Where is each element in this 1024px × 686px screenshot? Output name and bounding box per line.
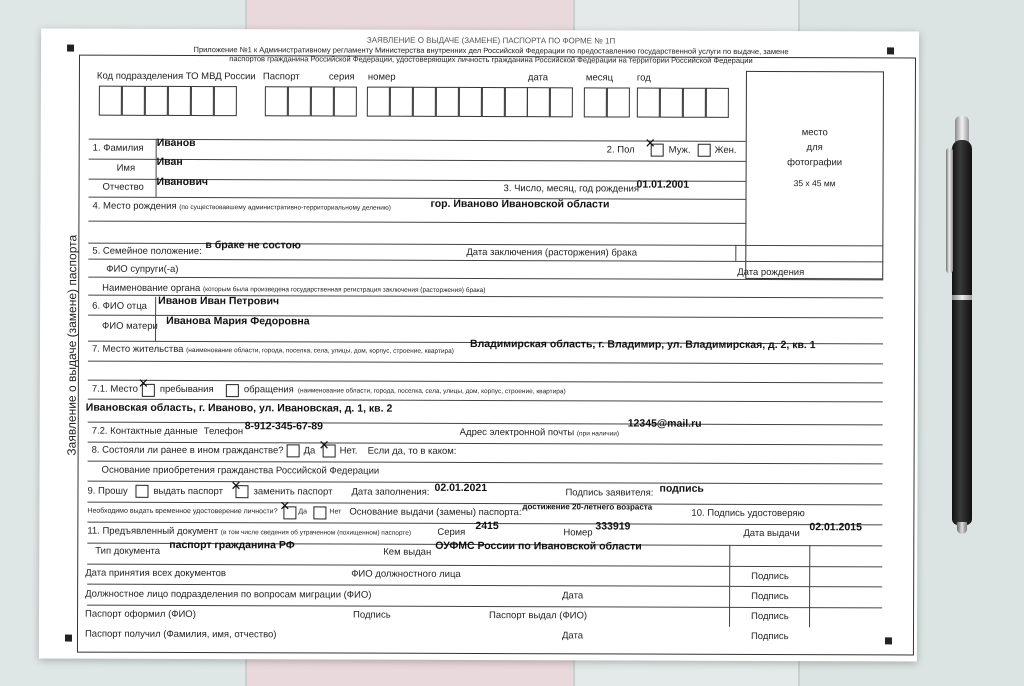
patronymic-label: Отчество xyxy=(102,181,144,193)
doc-number-label: Номер xyxy=(563,527,593,539)
vertical-title: Заявление о выдаче (замене) паспорта xyxy=(64,234,80,456)
replace-label: заменить паспорт xyxy=(253,486,333,498)
email-value: 12345@mail.ru xyxy=(627,417,702,430)
pen-tip-icon xyxy=(957,522,967,534)
registry-label xyxy=(102,283,485,295)
issue-checkbox[interactable] xyxy=(135,485,148,498)
month-label: месяц xyxy=(585,72,614,84)
passport-application-form xyxy=(39,28,919,661)
passport-label: Паспорт xyxy=(262,71,300,83)
doc-label-text: 11. Предъявленный документ xyxy=(87,525,219,538)
number-label: номер xyxy=(367,71,396,83)
date-label-2: Дата xyxy=(561,630,584,642)
entry-cell[interactable] xyxy=(334,86,357,116)
header-line-2: паспортов гражданина Российской Федерации, удостоверяющих личность гражданина Российской Федерации на территории Российской Федерации xyxy=(229,54,753,65)
email-label xyxy=(460,427,619,439)
corner-mark xyxy=(67,45,74,52)
place-value: Ивановская область, г. Иваново, ул. Ивановская, д. 1, кв. 2 xyxy=(85,401,393,415)
acquisition-label: Основание приобретения гражданства Российской Федерации xyxy=(101,464,380,477)
issued-label: Паспорт выдал (ФИО) xyxy=(489,610,588,622)
pen-icon xyxy=(952,140,972,525)
accepted-label: Дата принятия всех документов xyxy=(85,567,226,580)
phone-label: Телефон xyxy=(203,426,244,438)
entry-cell[interactable] xyxy=(550,87,573,117)
date-label: дата xyxy=(527,72,549,84)
sign-label-5: Подпись xyxy=(750,630,789,643)
doc-type-value: паспорт гражданина РФ xyxy=(169,538,295,552)
female-label: Жен. xyxy=(714,144,737,156)
entry-cell[interactable] xyxy=(122,86,145,116)
reason-value: достижение 20-летнего возраста xyxy=(522,502,653,512)
entry-cell[interactable] xyxy=(99,86,122,116)
photo-line-2: для xyxy=(806,142,823,154)
check-mark-icon: ✕ xyxy=(279,498,291,514)
surname-value: Иванов xyxy=(156,136,196,150)
filled-value: 02.01.2021 xyxy=(434,481,488,495)
signature-label: Подпись заявителя: xyxy=(565,487,654,499)
doc-note: (в том числе сведения об утраченном (похищенном) паспорте) xyxy=(220,529,412,537)
entry-cell[interactable] xyxy=(288,86,311,116)
spouse-dob-label: Дата рождения xyxy=(737,266,805,279)
pen-band-icon xyxy=(952,295,972,300)
name-label: Имя xyxy=(116,162,136,174)
entry-cell[interactable] xyxy=(413,87,436,117)
citizenship-no-label: Нет. xyxy=(339,445,358,457)
entry-cell[interactable] xyxy=(265,86,288,116)
entry-cell[interactable] xyxy=(527,87,550,117)
dob-label: 3. Число, месяц, год рождения xyxy=(503,183,640,195)
doc-date-label: Дата выдачи xyxy=(743,527,800,540)
filled-label: Дата заполнения: xyxy=(351,486,430,498)
phone-value: 8-912-345-67-89 xyxy=(244,420,323,433)
received-label: Паспорт получил (Фамилия, имя, отчество) xyxy=(84,628,277,641)
marriage-date-label: Дата заключения (расторжения) брака xyxy=(466,246,638,259)
photo-line-1: место xyxy=(801,127,828,139)
issue-label: выдать паспорт xyxy=(153,485,223,498)
entry-cell[interactable] xyxy=(505,87,528,117)
temp-no-checkbox[interactable] xyxy=(313,506,326,519)
contacts-label: 7.2. Контактные данные xyxy=(91,425,198,438)
sex-label: 2. Пол xyxy=(606,144,635,156)
sign-label-2: Подпись xyxy=(751,590,789,603)
entry-cell[interactable] xyxy=(367,87,390,117)
mother-value: Иванова Мария Федоровна xyxy=(166,314,310,328)
entry-cell[interactable] xyxy=(191,86,214,116)
patronymic-value: Иванович xyxy=(156,175,209,189)
place-label: 7.1. Место xyxy=(91,383,138,395)
mother-label: ФИО матери xyxy=(102,320,158,332)
entry-cell[interactable] xyxy=(683,88,706,118)
doc-series-label: Серия xyxy=(437,526,466,538)
reason-label: Основание выдачи (замены) паспорта: xyxy=(349,506,522,519)
entry-cell[interactable] xyxy=(436,87,459,117)
entry-cell[interactable] xyxy=(145,86,168,116)
request-label: 9. Прошу xyxy=(87,485,128,497)
corner-mark xyxy=(887,47,894,54)
female-checkbox[interactable] xyxy=(698,144,711,157)
sign-label-1: Подпись xyxy=(751,570,789,583)
male-label: Муж. xyxy=(668,144,691,156)
check-mark-icon: ✕ xyxy=(137,375,149,391)
entry-cell[interactable] xyxy=(706,88,729,118)
pob-label-text: 4. Место рождения xyxy=(92,200,177,212)
entry-cell[interactable] xyxy=(584,87,607,117)
which-label: Если да, то в каком: xyxy=(367,445,457,457)
doc-label xyxy=(87,526,411,538)
temp-yes-label: Да xyxy=(298,508,308,516)
issuer-value: ОУФМС России по Ивановской области xyxy=(435,539,642,553)
dob-value: 01.01.2001 xyxy=(636,178,690,191)
form-title: ЗАЯВЛЕНИЕ О ВЫДАЧЕ (ЗАМЕНЕ) ПАСПОРТА ПО ФОРМЕ № 1П xyxy=(366,35,616,46)
pob-label xyxy=(92,201,390,213)
code-cells xyxy=(41,28,919,31)
father-value: Иванов Иван Петрович xyxy=(158,294,280,308)
entry-cell[interactable] xyxy=(459,87,482,117)
entry-cell[interactable] xyxy=(637,88,660,118)
official-label: ФИО должностного лица xyxy=(351,568,461,580)
doc-type-label: Тип документа xyxy=(95,545,161,557)
doc-number-value: 333919 xyxy=(595,520,631,533)
surname-label: 1. Фамилия xyxy=(92,142,144,154)
entry-cell[interactable] xyxy=(607,87,630,117)
pob-note: (по существовавшему административно-территориальному делению) xyxy=(179,203,391,212)
stay-label: пребывания xyxy=(159,383,214,396)
spouse-label: ФИО супруги(-а) xyxy=(106,263,179,275)
pen-clip-icon xyxy=(946,148,953,273)
citizenship-yes-label: Да xyxy=(303,445,316,457)
temp-no-label: Нет xyxy=(329,508,342,516)
residence-note: (наименование области, города, поселка, села, улицы, дом, корпус, строение, квартира) xyxy=(186,346,454,355)
photo-size: 35 х 45 мм xyxy=(793,178,836,189)
entry-cell[interactable] xyxy=(214,86,237,116)
date-label-1: Дата xyxy=(562,590,584,602)
temp-label: Необходимо выдать временное удостоверение личности? xyxy=(87,507,278,516)
prepared-label: Паспорт оформил (ФИО) xyxy=(85,608,196,621)
residence-value: Владимирская область, г. Владимир, ул. Владимирская, д. 2, кв. 1 xyxy=(469,337,816,352)
residence-label-text: 7. Место жительства xyxy=(91,343,184,355)
check-mark-icon: ✕ xyxy=(644,135,656,151)
residence-label xyxy=(92,344,454,356)
marital-label: 5. Семейное положение: xyxy=(92,245,202,258)
entry-cell[interactable] xyxy=(482,87,505,117)
entry-cell[interactable] xyxy=(390,87,413,117)
registry-note: (которым была произведена государственная регистрация заключения (расторжения) брака) xyxy=(202,286,486,295)
pob-value: гор. Иваново Ивановской области xyxy=(430,197,610,211)
place-note: (наименование области, города, поселка, села, улицы, дом, корпус, строение, квартира) xyxy=(297,387,566,396)
issuer-label: Кем выдан xyxy=(383,546,432,558)
header-line-1: Приложение №1 к Административному регламенту Министерства внутренних дел Российской Федерации по предоставлению государственной услуги по выдаче, замене xyxy=(193,45,789,57)
doc-date-value: 02.01.2015 xyxy=(809,521,862,534)
registry-label-text: Наименование органа xyxy=(102,282,201,295)
citizenship-yes-checkbox[interactable] xyxy=(287,444,300,457)
photo-box xyxy=(745,71,884,279)
sign-label-4: Подпись xyxy=(751,610,789,623)
sign-label-3: Подпись xyxy=(353,609,391,621)
appeal-label: обращения xyxy=(243,384,294,396)
doc-series-value: 2415 xyxy=(475,519,499,533)
email-note: (при наличии) xyxy=(576,430,620,438)
cert-sign-label: 10. Подпись удостоверяю xyxy=(691,507,805,520)
check-mark-icon: ✕ xyxy=(230,478,242,494)
code-label: Код подразделения ТО МВД России xyxy=(96,70,256,83)
photo-line-3: фотографии xyxy=(787,157,843,169)
name-value: Иван xyxy=(156,155,183,168)
father-label: 6. ФИО отца xyxy=(92,300,147,312)
series-label: серия xyxy=(328,71,355,83)
email-label-text: Адрес электронной почты xyxy=(459,426,575,439)
corner-mark xyxy=(65,635,72,642)
migration-label: Должностное лицо подразделения по вопросам миграции (ФИО) xyxy=(85,588,372,601)
marital-value: в браке не состою xyxy=(205,239,301,252)
check-mark-icon: ✕ xyxy=(318,437,330,453)
appeal-checkbox[interactable] xyxy=(226,384,239,397)
year-label: год xyxy=(636,72,651,84)
entry-cell[interactable] xyxy=(660,88,683,118)
entry-cell[interactable] xyxy=(311,86,334,116)
entry-cell[interactable] xyxy=(168,86,191,116)
signature-value: подпись xyxy=(659,482,704,495)
citizenship-label: 8. Состояли ли ранее в ином гражданстве? xyxy=(91,444,284,457)
